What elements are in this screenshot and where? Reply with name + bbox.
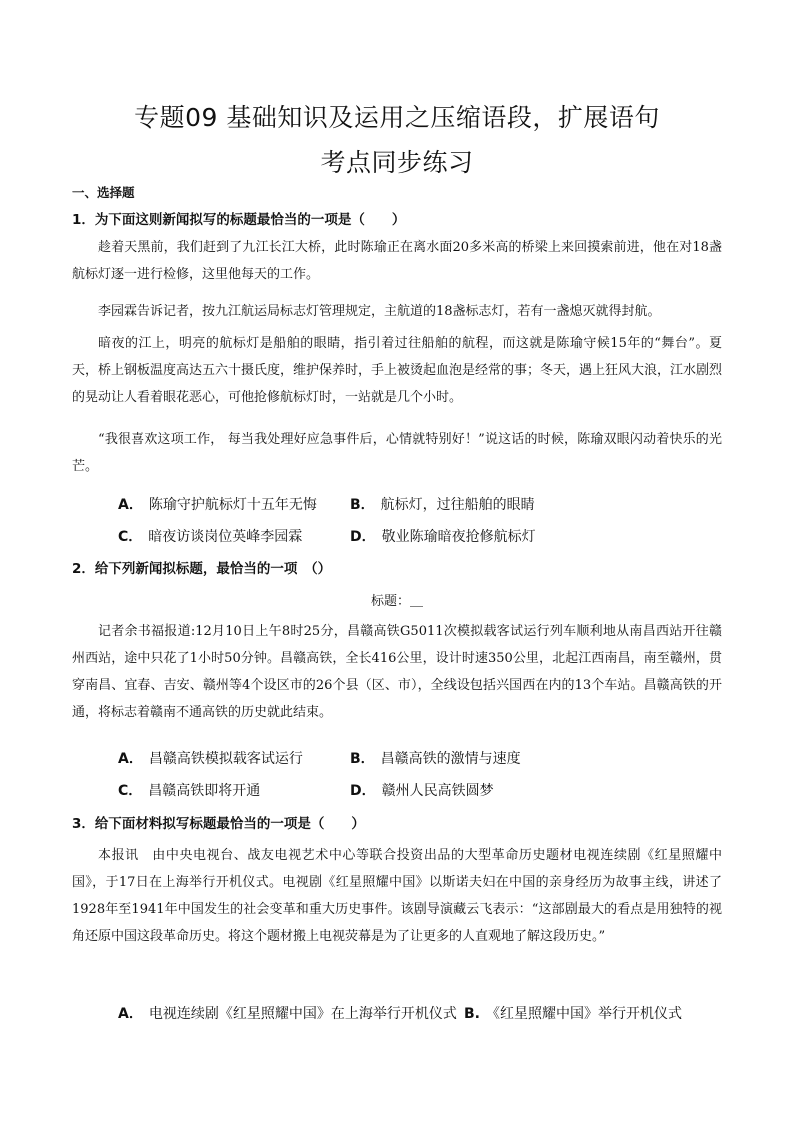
question-3-option-b[interactable] xyxy=(464,1003,682,1023)
page-title: 专题09 基础知识及运用之压缩语段，扩展语句 xyxy=(134,103,660,132)
section-heading: 一、选择题 xyxy=(72,185,135,200)
option-text: 昌赣高铁即将开通 xyxy=(148,783,261,799)
option-text: 敬业陈瑜暗夜抢修航标灯 xyxy=(381,529,536,545)
question-3-stem: 3．给下面材料拟写标题最恰当的一项是（ ） xyxy=(72,816,365,832)
option-text: 暗夜访谈岗位英峰李园霖 xyxy=(148,529,303,545)
question-1-stem: 1．为下面这则新闻拟写的标题最恰当的一项是（ ） xyxy=(72,212,406,228)
question-1-option-b[interactable] xyxy=(350,494,535,514)
question-2-option-a[interactable] xyxy=(118,748,303,768)
option-text: 电视连续剧《红星照耀中国》在上海举行开机仪式 xyxy=(148,1006,457,1022)
question-2-paragraph: 记者余书福报道:12月10日上午8时25分，昌赣高铁G5011次模拟载客试运行列车顺利地从南昌西站开往赣州西站，途中只花了1小时50分钟。昌赣高铁，全长416公里，设计时速350公里，北起江西南昌，南至赣州，贯穿南昌、宜春、吉安、赣州等4个设区市的26个县（区、市），全线设包括兴国西在内的13个车站。昌赣高铁的开通，将标志着赣南不通高铁的历史就此结束。 xyxy=(72,624,722,720)
question-1-paragraph-1: 趁着天黑前，我们赶到了九江长江大桥，此时陈瑜正在离水面20多米高的桥梁上来回摸索前进，他在对18盏航标灯逐一进行检修，这里他每天的工作。 xyxy=(72,240,722,282)
option-key: D． xyxy=(350,783,376,799)
question-2-option-c[interactable] xyxy=(118,780,260,800)
question-1-option-a[interactable] xyxy=(118,494,317,514)
question-1-paragraph-4: “我很喜欢这项工作， 每当我处理好应急事件后，心情就特别好！”说这话的时候，陈瑜双眼闪动着快乐的光芒。 xyxy=(72,432,722,474)
option-text: 昌赣高铁模拟载客试运行 xyxy=(148,751,303,767)
question-1-option-c[interactable] xyxy=(118,526,302,546)
page-subtitle: 考点同步练习 xyxy=(320,148,474,177)
option-text: 《红星照耀中国》举行开机仪式 xyxy=(486,1006,682,1022)
question-3-paragraph: 本报讯 由中央电视台、战友电视艺术中心等联合投资出品的大型革命历史题材电视连续剧《红星照耀中国》，于17日在上海举行开机仪式。电视剧《红星照耀中国》以斯诺夫妇在中国的亲身经历为故事主线，讲述了1928年至1941年中国发生的社会变革和重大历史事件。该剧导演藏云飞表示：“这部剧最大的看点是用独特的视角还原中国这段革命历史。将这个题材搬上电视荧幕是为了让更多的人直观地了解这段历史。” xyxy=(72,848,722,944)
option-key: B． xyxy=(350,751,375,767)
question-2-option-b[interactable] xyxy=(350,748,521,768)
question-2-stem: 2．给下列新闻拟标题，最恰当的一项 （） xyxy=(72,561,332,577)
option-text: 赣州人民高铁圆梦 xyxy=(381,783,494,799)
option-key: C． xyxy=(118,783,143,799)
option-key: A． xyxy=(118,751,143,767)
option-key: B． xyxy=(350,497,375,513)
option-text: 昌赣高铁的激情与速度 xyxy=(380,751,521,767)
option-key: D． xyxy=(350,529,376,545)
question-2-title-blank: 标题：＿ xyxy=(370,594,423,609)
option-key: A． xyxy=(118,497,143,513)
question-3-option-a[interactable] xyxy=(118,1003,457,1023)
option-key: B. xyxy=(464,1006,480,1022)
option-key: C． xyxy=(118,529,143,545)
question-2-option-d[interactable] xyxy=(350,780,494,800)
option-key: A． xyxy=(118,1006,143,1022)
question-1-paragraph-3: 暗夜的江上，明亮的航标灯是船舶的眼睛，指引着过往船舶的航程，而这就是陈瑜守候15年的“舞台”。夏天，桥上钢板温度高达五六十摄氏度，维护保养时，手上被烫起血泡是经常的事；冬天，遇上狂风大浪，江水剧烈的晃动让人看着眼花恶心，可他抢修航标灯时，一站就是几个小时。 xyxy=(72,336,723,405)
question-1-option-d[interactable] xyxy=(350,526,536,546)
option-text: 陈瑜守护航标灯十五年无悔 xyxy=(148,497,317,513)
question-1-paragraph-2: 李园霖告诉记者，按九江航运局标志灯管理规定，主航道的18盏标志灯，若有一盏熄灭就得封航。 xyxy=(98,304,661,319)
option-text: 航标灯，过往船舶的眼睛 xyxy=(380,497,535,513)
